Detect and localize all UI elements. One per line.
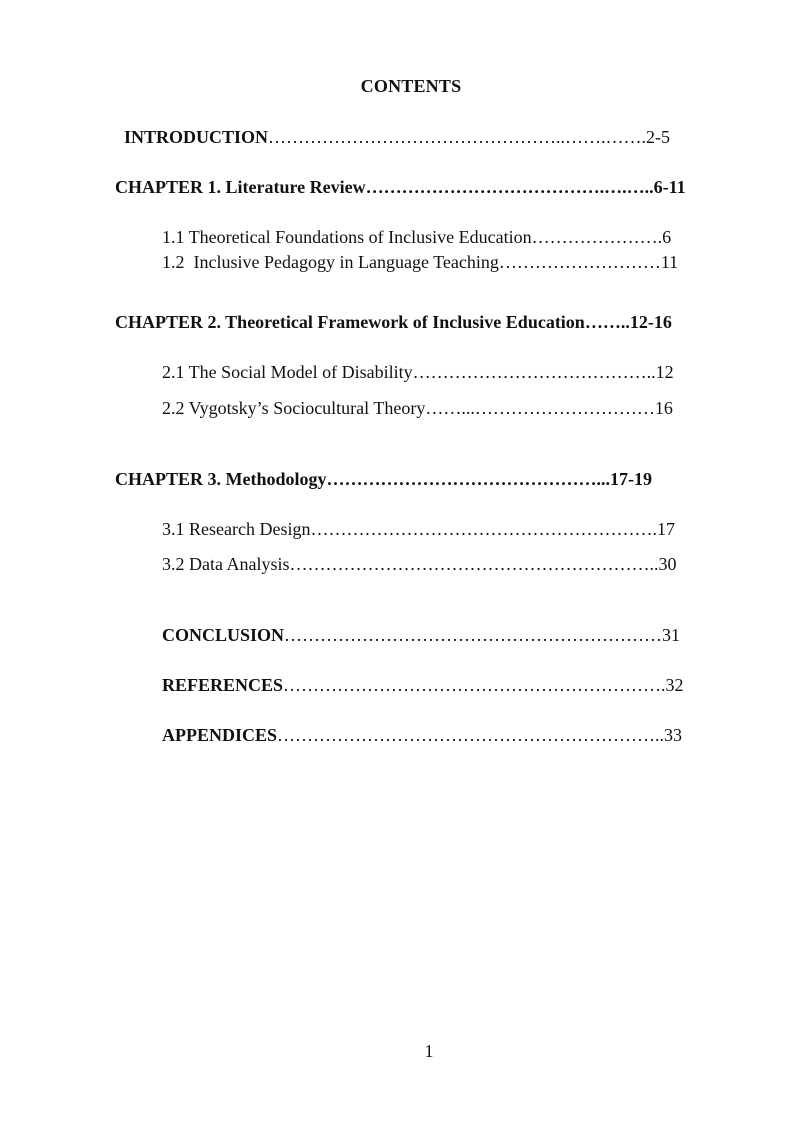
toc-entry-title: 3.1 Research Design bbox=[162, 519, 311, 539]
toc-entry-title: 1.2 Inclusive Pedagogy in Language Teaching bbox=[162, 252, 499, 272]
toc-entry-pages: 12-16 bbox=[629, 312, 672, 332]
toc-entry-title: 1.1 Theoretical Foundations of Inclusive Education bbox=[162, 227, 532, 247]
page-number: 1 bbox=[424, 1041, 434, 1061]
toc-entry-section-3-1 bbox=[162, 518, 675, 540]
toc-entry-pages: 6-11 bbox=[653, 177, 686, 197]
toc-entry-title: CHAPTER 1. Literature Review bbox=[115, 177, 366, 197]
toc-entry-pages: 31 bbox=[662, 625, 681, 645]
toc-entry-section-3-2 bbox=[162, 553, 677, 575]
toc-entry-leader: ……...………………………… bbox=[425, 398, 655, 418]
toc-entry-pages: 17-19 bbox=[610, 469, 652, 489]
toc-entry-section-2-2 bbox=[162, 397, 673, 419]
toc-entry-pages: 32 bbox=[665, 675, 684, 695]
toc-entry-introduction bbox=[124, 126, 670, 148]
toc-entry-pages: 2-5 bbox=[646, 127, 671, 147]
toc-entry-section-2-1 bbox=[162, 361, 674, 383]
toc-entry-title: APPENDICES bbox=[162, 725, 278, 745]
toc-entry-leader: ……………………………………………………… bbox=[284, 625, 663, 645]
toc-entry-section-1-2 bbox=[162, 251, 678, 273]
toc-entry-pages: 30 bbox=[658, 554, 677, 574]
toc-entry-pages: 17 bbox=[656, 519, 675, 539]
toc-entry-chapter-3 bbox=[115, 468, 652, 490]
toc-entry-pages: 16 bbox=[654, 398, 673, 418]
toc-entry-pages: 12 bbox=[655, 362, 674, 382]
toc-entry-conclusion bbox=[162, 624, 680, 646]
toc-entry-leader: …………………. bbox=[531, 227, 663, 247]
toc-entry-leader: ………………………………….. bbox=[412, 362, 656, 382]
toc-entry-title: 2.2 Vygotsky’s Sociocultural Theory bbox=[162, 398, 426, 418]
toc-entry-title: CHAPTER 2. Theoretical Framework of Inclusive Education bbox=[115, 312, 585, 332]
toc-entry-leader: …………………………………………..…….……. bbox=[268, 127, 647, 147]
toc-entry-leader: ………………………………….….….. bbox=[365, 177, 654, 197]
toc-entry-chapter-2 bbox=[115, 311, 672, 333]
contents-heading: CONTENTS bbox=[360, 76, 462, 96]
toc-entry-pages: 11 bbox=[660, 252, 679, 272]
toc-entry-title: 2.1 The Social Model of Disability bbox=[162, 362, 413, 382]
toc-entry-title: CONCLUSION bbox=[162, 625, 285, 645]
toc-entry-leader: ……………………… bbox=[498, 252, 661, 272]
toc-entry-title: 3.2 Data Analysis bbox=[162, 554, 290, 574]
toc-entry-chapter-1 bbox=[115, 176, 686, 198]
toc-entry-leader: ……………………………………………………….. bbox=[277, 725, 665, 745]
toc-entry-title: REFERENCES bbox=[162, 675, 284, 695]
toc-entry-leader: …….. bbox=[584, 312, 630, 332]
toc-entry-section-1-1 bbox=[162, 226, 671, 248]
toc-entry-title: INTRODUCTION bbox=[124, 127, 269, 147]
toc-entry-references bbox=[162, 674, 684, 696]
toc-entry-leader: …………………………………………………….. bbox=[289, 554, 659, 574]
toc-entry-appendices bbox=[162, 724, 682, 746]
toc-entry-leader: …………………………………………………. bbox=[310, 519, 657, 539]
toc-entry-leader: ………………………………………... bbox=[326, 469, 610, 489]
toc-entry-pages: 33 bbox=[664, 725, 683, 745]
toc-entry-pages: 6 bbox=[662, 227, 672, 247]
toc-entry-leader: ………………………………………………………. bbox=[283, 675, 666, 695]
toc-entry-title: CHAPTER 3. Methodology bbox=[115, 469, 327, 489]
